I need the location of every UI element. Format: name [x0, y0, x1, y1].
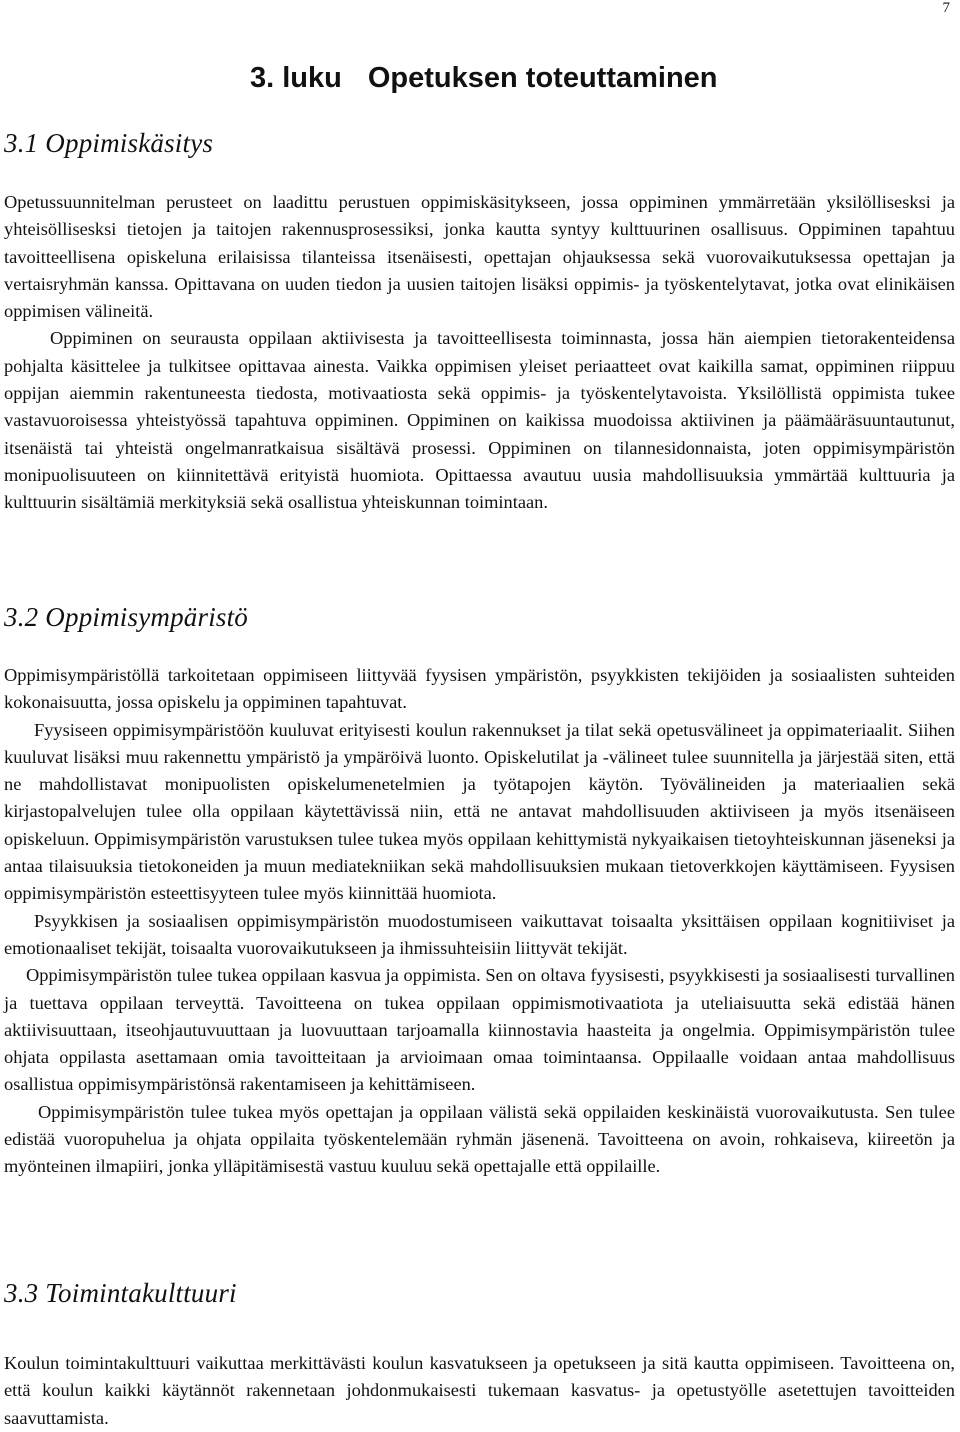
section-body-oppimiskasitys: [4, 189, 955, 517]
section-heading-toimintakulttuuri: 3.3 Toimintakulttuuri: [4, 1278, 237, 1308]
paragraph: Opetussuunnitelman perusteet on laadittu perustuen oppimiskäsitykseen, jossa oppiminen ymmärretään yksilöllisesksi ja yhteisöllisesksi tietojen ja taitojen rakennusprosessiksi, jonka kautta syntyy kulttuurinen osallisuus. Oppiminen tapahtuu tavoitteellisena opiskeluna erilaisissa tilanteissa itsenäisesti, opettajan ohjauksessa sekä vuorovaikutuksessa opettajan ja vertaisryhmän kanssa. Opittavana on uuden tiedon ja uusien taitojen lisäksi oppimis- ja työskentelytavat, jotka ovat elinikäisen oppimisen välineitä.: [4, 192, 955, 322]
chapter-title: [250, 62, 718, 95]
chapter-number: 3. luku: [250, 62, 342, 94]
paragraph: Koulun toimintakulttuuri vaikuttaa merkittävästi koulun kasvatukseen ja opetukseen ja sitä kautta oppimiseen. Tavoitteena on, että koulun kaikki käytännöt rakennetaan johdonmukaisesti tukemaan kasvatus- ja opetustyölle asetettujen tavoitteiden saavuttamista.: [4, 1353, 955, 1428]
paragraph: Oppiminen on seurausta oppilaan aktiivisesta ja tavoitteellisesta toiminnasta, jossa hän aiempien tietorakenteidensa pohjalta käsittelee ja tulkitsee opittavaa ainesta. Vaikka oppimisen yleiset periaatteet ovat kaikilla samat, oppiminen riippuu oppijan aiemmin rakentuneesta tiedosta, motivaatiosta sekä oppimis- ja työskentelytavoista. Yksilöllistä oppimista tukee vastavuoroisessa yhteistyössä tapahtuva oppiminen. Oppiminen on kaikissa muodoissa aktiivinen ja päämääräsuuntautunut, itsenäistä tai yhteistä ongelmanratkaisua sisältävä prosessi. Oppiminen on tilannesidonnaista, joten oppimisympäristön monipuolisuuteen on kiinnitettävä erityistä huomiota. Opittaessa avautuu uusia mahdollisuuksia ymmärtää kulttuuria ja kulttuurin sisältämiä merkityksiä sekä osallistua yhteiskunnan toimintaan.: [4, 328, 955, 513]
paragraph: Oppimisympäristön tulee tukea myös opettajan ja oppilaan välistä sekä oppilaiden keskinäistä vuorovaikutusta. Sen tulee edistää vuoropuhelua ja ohjata oppilaita työskentelemään ryhmän jäsenenä. Tavoitteena on avoin, rohkaiseva, kiireetön ja myönteinen ilmapiiri, jonka ylläpitämisestä vastuu kuuluu sekä opettajalle että oppilaille.: [4, 1101, 955, 1177]
section-heading-oppimisymparisto: 3.2 Oppimisympäristö: [4, 602, 249, 632]
section-body-toimintakulttuuri: [4, 1350, 955, 1432]
paragraph: Fyysiseen oppimisympäristöön kuuluvat erityisesti koulun rakennukset ja tilat sekä opetusvälineet ja oppimateriaalit. Siihen kuuluvat lisäksi muu rakennettu ympäristö ja ympäröivä luonto. Opiskelutilat ja -välineet tulee suunnitella ja järjestää siten, että ne mahdollistavat monipuolisten opiskelumenetelmien ja työtapojen käytön. Työvälineiden ja materiaalien sekä kirjastopalvelujen tulee olla oppilaan käytettävissä niin, että ne antavat mahdollisuuden aktiiviseen ja myös itsenäiseen opiskeluun. Oppimisympäristön varustuksen tulee tukea myös oppilaan kehittymistä nykyaikaisen tietoyhteiskunnan jäseneksi ja antaa tilaisuuksia tietokoneiden ja muun mediatekniikan sekä mahdollisuuksien mukaan tietoverkkojen käyttämiseen. Fyysisen oppimisympäristön esteettisyyteen tulee myös kiinnittää huomiota.: [4, 719, 955, 904]
section-heading-oppimiskasitys: 3.1 Oppimiskäsitys: [4, 128, 214, 158]
section-body-oppimisymparisto: [4, 662, 955, 1181]
paragraph: Oppimisympäristöllä tarkoitetaan oppimiseen liittyvää fyysisen ympäristön, psyykkisten tekijöiden ja sosiaalisten suhteiden kokonaisuutta, jossa opiskelu ja oppiminen tapahtuvat.: [4, 665, 955, 713]
chapter-name: Opetuksen toteuttaminen: [367, 62, 718, 94]
page-number: 7: [942, 0, 950, 16]
paragraph: Psyykkisen ja sosiaalisen oppimisympäristön muodostumiseen vaikuttavat toisaalta yksittäisen oppilaan kognitiiviset ja emotionaaliset tekijät, toisaalta vuorovaikutukseen ja ihmissuhteisiin liittyvät tekijät.: [4, 910, 955, 958]
paragraph: Oppimisympäristön tulee tukea oppilaan kasvua ja oppimista. Sen on oltava fyysisesti, psyykkisesti ja sosiaalisesti turvallinen ja tuettava oppilaan terveyttä. Tavoitteena on tukea oppilaan oppimismotivaatiota ja uteliaisuutta sekä edistää hänen aktiivisuuttaan, itseohjautuvuuttaan ja luovuuttaan tarjoamalla kiinnostavia haasteita ja ongelmia. Oppimisympäristön tulee ohjata oppilasta asettamaan omia tavoitteitaan ja arvioimaan omaa toimintaansa. Oppilaalle voidaan antaa mahdollisuus osallistua oppimisympäristönsä rakentamiseen ja kehittämiseen.: [4, 965, 955, 1095]
